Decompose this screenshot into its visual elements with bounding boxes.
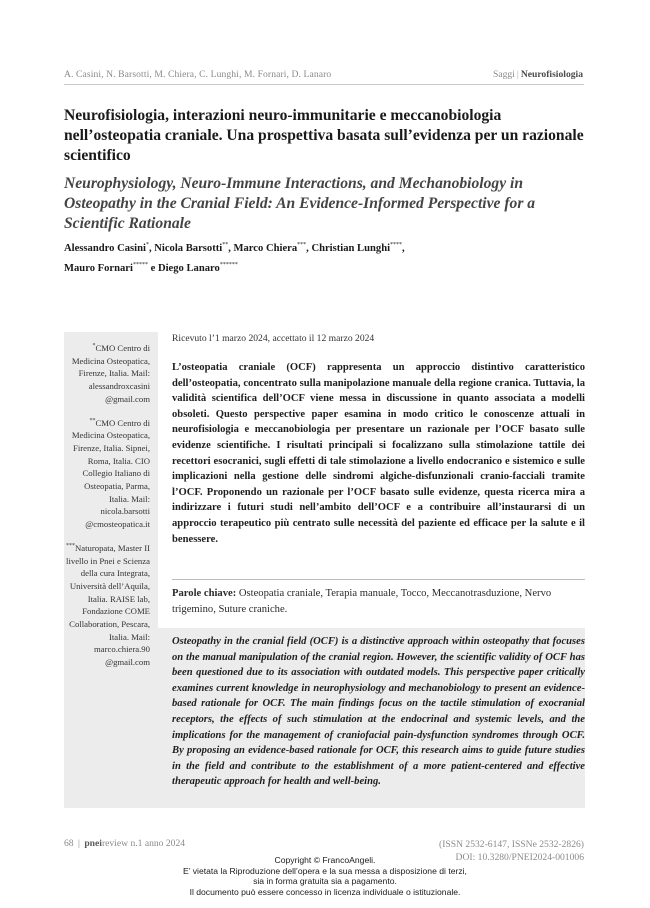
- author-name: Mauro Fornari: [64, 263, 133, 274]
- affiliation-text: Naturopata, Master II livello in Pnei e Scienza della cura Integrata, Università dell’Aquila, Italia. RAISE lab, Fondazione COME Collaboration, Pescara, Italia. Mail: marco.chiera.90 @gmail.com: [66, 542, 150, 668]
- section-prefix: Saggi: [493, 69, 515, 80]
- abstract-english: Osteopathy in the cranial field (OCF) is a distinctive approach within osteopathy that focuses on the manual manipulation of the cranial region. However, the scientific validity of OCF has been questioned due to its association with outdated models. This perspective paper critically examines current knowledge in neurophysiology and mechanobiology to present an evidence-based rationale for OCF. The main findings focus on the tactile stimulation of exocranial receptors, the effects of such stimulation at the endocrinal and systemic levels, and the implications for the management of craniofacial pain-dysfunction syndromes through OCF. By proposing an evidence-based rationale for OCF, this research aims to guide future studies in the field and contribute to the establishment of a more patient-centered and effective therapeutic approach for health and well-being.: [172, 636, 585, 788]
- author-mark: *****: [132, 262, 148, 268]
- affiliation-list: [62, 340, 150, 678]
- author-name: Alessandro Casini: [64, 243, 146, 254]
- affiliation-mark: *: [92, 343, 96, 349]
- issn: (ISSN 2532-6147, ISSNe 2532-2826): [439, 839, 584, 850]
- copyright-line: E’ vietata la Riproduzione dell’opera e la sua messa a disposizione di terzi,: [183, 865, 467, 876]
- journal-name-bold: pnei: [84, 838, 102, 849]
- author-mark: ***: [297, 242, 307, 248]
- author-list: [64, 237, 584, 277]
- author-mark: *: [145, 242, 149, 248]
- author-name: Christian Lunghi: [311, 243, 391, 254]
- affiliation: [62, 415, 150, 531]
- section-name: Neurofisiologia: [520, 69, 583, 80]
- author-separator: ,: [402, 243, 405, 254]
- affiliation-sidebar: [64, 332, 158, 808]
- author-name: Marco Chiera: [233, 243, 298, 254]
- copyright-line: Copyright © FrancoAngeli.: [274, 855, 376, 865]
- keywords-text: Osteopatia craniale, Terapia manuale, Tocco, Meccanotrasduzione, Nervo trigemino, Suture craniche.: [172, 588, 552, 615]
- affiliation-mark: ***: [65, 542, 75, 549]
- copyright-line: Il documento può essere concesso in licenza individuale o istituzionale.: [189, 886, 461, 897]
- affiliation-text: CMO Centro di Medicina Osteopatica, Firenze, Italia. Mail: alessandroxcasini @gmail.com: [71, 343, 150, 404]
- affiliation: [62, 540, 150, 669]
- footer-journal: 68 | pneireview n.1 anno 2024: [64, 838, 186, 849]
- header-rule: [64, 84, 584, 85]
- journal-name-rest: review n.1 anno 2024: [101, 838, 186, 849]
- author-mark: **: [222, 242, 229, 248]
- running-header-authors: A. Casini, N. Barsotti, M. Chiera, C. Lunghi, M. Fornari, D. Lanaro: [64, 69, 332, 80]
- page-number: 68: [64, 838, 74, 849]
- author-name: Nicola Barsotti: [154, 243, 223, 254]
- copyright-line: sia in forma gratuita sia a pagamento.: [253, 876, 397, 887]
- affiliation-text: CMO Centro di Medicina Osteopatica, Firenze, Italia. Sipnei, Roma, Italia. CIO Collegio Italiano di Osteopatia, Parma, Italia. Mail: nicola.barsotti @cmosteopatica.it: [71, 417, 150, 530]
- copyright-notice: [130, 855, 520, 897]
- doi: DOI: 10.3280/PNEI2024-001006: [455, 852, 584, 863]
- affiliation-mark: **: [89, 417, 96, 424]
- author-mark: ****: [390, 242, 403, 248]
- author-separator: ,: [306, 243, 312, 254]
- title-english: Neurophysiology, Neuro-Immune Interactions, and Mechanobiology in Osteopathy in the Cranial Field: An Evidence-Informed Perspective for a Scientific Rationale: [64, 175, 536, 232]
- keywords-rule: [172, 579, 585, 580]
- author-separator: e: [147, 263, 158, 274]
- author-mark: ******: [219, 262, 238, 268]
- received-date: Ricevuto l’1 marzo 2024, accettato il 12 marzo 2024: [172, 333, 375, 344]
- abstract-italian: L’osteopatia craniale (OCF) rappresenta un approccio distintivo caratteristico dell’osteopatia, concentrato sulla manipolazione manuale della regione cranica. Tuttavia, la validità scientifica dell’OCF viene messa in discussione in quanto associata a modelli obsoleti. Questo perspective paper esamina in modo critico le conoscenze attuali in neurofisiologia e meccanobiologia per presentare un razionale per l’OCF basato sulle evidenze scientifiche. I risultati principali si focalizzano sulla stimolazione tattile dei recettori esocranici, sugli effetti di tale stimolazione a livello endocranico e sistemico e sulle implicazioni nella gestione delle sindromi algiche-disfunzionali cranio-facciali tramite l’OCF. Proponendo un razionale per l’OCF basato sulle evidenze, questa ricerca mira a indirizzare i futuri studi nell’ambito dell’OCF e a contribuire all’instaurarsi di un approccio terapeutico più centrato sulle necessità del paziente ed efficace per la salute e il benessere.: [172, 362, 585, 545]
- author-separator: ,: [148, 243, 155, 254]
- author-name: Diego Lanaro: [157, 263, 220, 274]
- running-header-section: Saggi | Neurofisiologia: [493, 69, 583, 80]
- title-italian: Neurofisiologia, interazioni neuro-immunitarie e meccanobiologia nell’osteopatia craniale. Una prospettiva basata sull’evidenza per un razionale scientifico: [64, 107, 584, 164]
- author-separator: ,: [228, 243, 234, 254]
- affiliation: [62, 340, 150, 406]
- keywords: [172, 586, 585, 618]
- keywords-label: Parole chiave:: [172, 588, 237, 599]
